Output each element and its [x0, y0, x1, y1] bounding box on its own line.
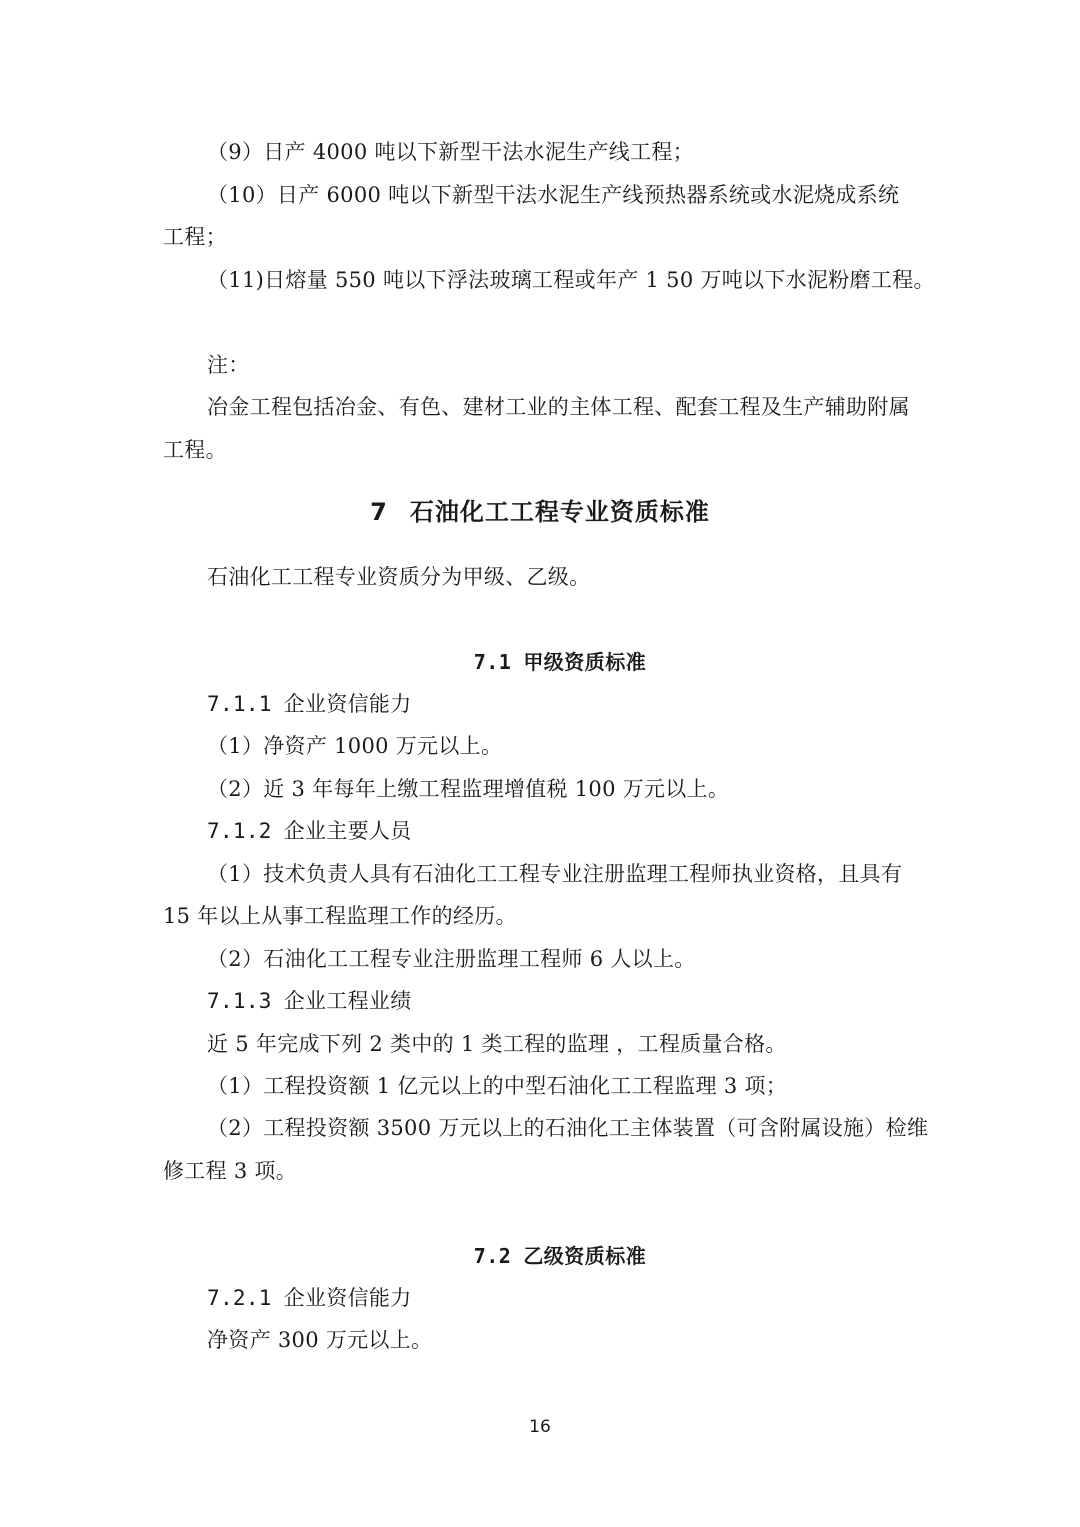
section-7-1-heading: [0, 648, 1080, 676]
item-7-1-2-1-line-1: （1）技术负责人具有石油化工工程专业注册监理工程师执业资格，且具有: [207, 862, 903, 886]
section-7-number: 7: [370, 498, 388, 526]
subsection-7-2-1-title: 企业资信能力: [283, 1286, 412, 1310]
section-7-intro: 石油化工工程专业资质分为甲级、乙级。: [207, 565, 591, 589]
section-7-1-title: 甲级资质标准: [523, 650, 647, 674]
item-11: （11)日熔量 550 吨以下浮法玻璃工程或年产 1 50 万吨以下水泥粉磨工程。: [207, 268, 935, 292]
item-7-1-3-2-line-2: 修工程 3 项。: [163, 1159, 298, 1183]
item-10-line-2: 工程；: [163, 225, 227, 249]
page-number: 16: [529, 1417, 551, 1437]
section-7-title: 石油化工工程专业资质标准: [409, 498, 710, 526]
item-10-line-1: （10）日产 6000 吨以下新型干法水泥生产线预热器系统或水泥烧成系统: [207, 183, 900, 207]
note-label: 注：: [207, 353, 250, 377]
section-7-2-heading: [0, 1242, 1080, 1270]
item-7-1-2-2: （2）石油化工工程专业注册监理工程师 6 人以上。: [207, 947, 696, 971]
item-7-1-2-1-line-2: 15 年以上从事工程监理工作的经历。: [163, 904, 517, 928]
note-text-line-2: 工程。: [163, 438, 227, 462]
subsection-7-1-3-number: 7.1.3: [207, 989, 272, 1013]
subsection-7-1-1-number: 7.1.1: [207, 692, 272, 716]
subsection-7-2-1: [207, 1284, 923, 1312]
item-9: （9）日产 4000 吨以下新型干法水泥生产线工程；: [207, 140, 694, 164]
subsection-7-1-3-title: 企业工程业绩: [283, 989, 412, 1013]
subsection-7-2-1-number: 7.2.1: [207, 1286, 272, 1310]
subsection-7-1-1: [207, 690, 923, 718]
subsection-7-1-3: [207, 987, 923, 1015]
section-7-heading: [0, 497, 1080, 527]
subsection-7-1-2-number: 7.1.2: [207, 819, 272, 843]
item-7-1-1-2: （2）近 3 年每年上缴工程监理增值税 100 万元以上。: [207, 777, 730, 801]
note-text-line-1: 冶金工程包括冶金、有色、建材工业的主体工程、配套工程及生产辅助附属: [207, 395, 910, 419]
subsection-7-1-3-intro: 近 5 年完成下列 2 类中的 1 类工程的监理 ，工程质量合格。: [207, 1032, 787, 1056]
item-7-2-1-1: 净资产 300 万元以上。: [207, 1328, 433, 1352]
subsection-7-1-2-title: 企业主要人员: [283, 819, 412, 843]
item-7-1-3-2-line-1: （2）工程投资额 3500 万元以上的石油化工主体装置（可含附属设施）检维: [207, 1116, 929, 1140]
section-7-2-number: 7.2: [473, 1244, 512, 1268]
item-7-1-3-1: （1）工程投资额 1 亿元以上的中型石油化工工程监理 3 项；: [207, 1074, 788, 1098]
subsection-7-1-2: [207, 817, 923, 845]
subsection-7-1-1-title: 企业资信能力: [283, 692, 412, 716]
item-7-1-1-1: （1）净资产 1000 万元以上。: [207, 734, 503, 758]
section-7-2-title: 乙级资质标准: [523, 1244, 647, 1268]
section-7-1-number: 7.1: [473, 650, 512, 674]
